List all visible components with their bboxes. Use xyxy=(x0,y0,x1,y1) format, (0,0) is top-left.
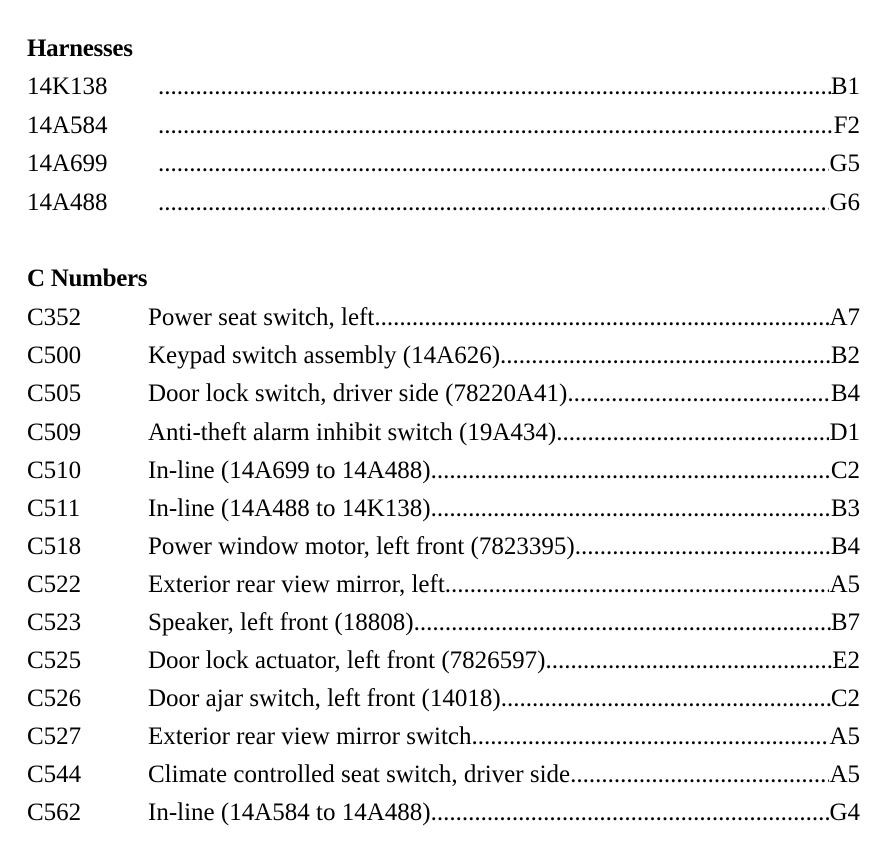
dot-leader-line xyxy=(148,337,860,375)
dot-leader-line xyxy=(148,566,860,604)
dot-leader-line xyxy=(148,642,860,680)
dot-leader xyxy=(546,642,833,680)
connector-description: Power window motor, left front (7823395) xyxy=(148,533,575,560)
c-number-entry xyxy=(0,566,888,604)
harness-code: 14A488 xyxy=(27,189,108,216)
connector-code: C522 xyxy=(27,571,82,598)
dot-leader-line xyxy=(148,680,860,718)
dot-leader xyxy=(567,375,830,413)
grid-reference: B1 xyxy=(830,73,860,100)
dot-leader-line xyxy=(148,718,860,756)
c-number-entry xyxy=(0,414,888,452)
dot-leader-line xyxy=(148,452,860,490)
c-number-entry xyxy=(0,299,888,337)
grid-reference: B3 xyxy=(830,495,860,522)
dot-leader xyxy=(158,68,831,106)
connector-description: In-line (14A584 to 14A488) xyxy=(148,799,431,826)
connector-code: C562 xyxy=(27,799,82,826)
harness-code: 14K138 xyxy=(27,73,108,100)
dot-leader-line xyxy=(148,794,860,832)
harness-entry xyxy=(0,184,888,222)
c-number-entry xyxy=(0,794,888,832)
c-number-entry xyxy=(0,756,888,794)
c-number-entry xyxy=(0,452,888,490)
grid-reference: B4 xyxy=(830,380,860,407)
grid-reference: G6 xyxy=(829,189,860,216)
connector-description: Exterior rear view mirror switch xyxy=(148,723,472,750)
grid-reference: D1 xyxy=(829,419,860,446)
dot-leader xyxy=(570,756,829,794)
grid-reference: A7 xyxy=(829,304,860,331)
dot-leader-line xyxy=(158,184,860,222)
connector-description: Keypad switch assembly (14A626) xyxy=(148,342,501,369)
connector-code: C509 xyxy=(27,419,82,446)
dot-leader xyxy=(414,604,831,642)
connector-code: C518 xyxy=(27,533,82,560)
grid-reference: B2 xyxy=(830,342,860,369)
c-number-entry xyxy=(0,604,888,642)
c-number-entry xyxy=(0,718,888,756)
dot-leader xyxy=(556,414,829,452)
grid-reference: C2 xyxy=(830,685,860,712)
dot-leader xyxy=(431,490,831,528)
dot-leader-line xyxy=(148,528,860,566)
harnesses-heading: Harnesses xyxy=(27,35,133,62)
harness-entry xyxy=(0,145,888,183)
connector-code: C511 xyxy=(27,495,81,522)
connector-code: C526 xyxy=(27,685,82,712)
grid-reference: C2 xyxy=(830,457,860,484)
dot-leader-line xyxy=(158,68,860,106)
connector-code: C510 xyxy=(27,457,82,484)
dot-leader-line xyxy=(158,107,860,145)
dot-leader xyxy=(431,794,830,832)
dot-leader xyxy=(431,452,831,490)
grid-reference: E2 xyxy=(832,647,860,674)
dot-leader xyxy=(445,566,830,604)
dot-leader xyxy=(501,680,831,718)
dot-leader-line xyxy=(148,490,860,528)
c-number-entry xyxy=(0,528,888,566)
harness-entry xyxy=(0,68,888,106)
dot-leader xyxy=(158,184,829,222)
dot-leader-line xyxy=(148,414,860,452)
grid-reference: G5 xyxy=(829,150,860,177)
c-number-entry xyxy=(0,490,888,528)
dot-leader xyxy=(500,337,831,375)
connector-description: Power seat switch, left xyxy=(148,304,375,331)
connector-code: C544 xyxy=(27,761,82,788)
grid-reference: A5 xyxy=(829,571,860,598)
connector-description: Anti-theft alarm inhibit switch (19A434) xyxy=(148,419,557,446)
connector-code: C527 xyxy=(27,723,82,750)
connector-code: C523 xyxy=(27,609,82,636)
dot-leader-line xyxy=(148,604,860,642)
c-number-entry xyxy=(0,680,888,718)
connector-description: Door lock switch, driver side (78220A41) xyxy=(148,380,568,407)
connector-code: C500 xyxy=(27,342,82,369)
connector-description: Exterior rear view mirror, left xyxy=(148,571,445,598)
dot-leader-line xyxy=(148,375,860,413)
grid-reference: A5 xyxy=(829,723,860,750)
c-number-entry xyxy=(0,642,888,680)
connector-description: Speaker, left front (18808) xyxy=(148,609,414,636)
connector-code: C525 xyxy=(27,647,82,674)
grid-reference: G4 xyxy=(829,799,860,826)
grid-reference: F2 xyxy=(833,112,860,139)
connector-code: C352 xyxy=(27,304,82,331)
dot-leader xyxy=(158,107,834,145)
dot-leader-line xyxy=(148,299,860,337)
connector-code: C505 xyxy=(27,380,82,407)
connector-description: In-line (14A488 to 14K138) xyxy=(148,495,431,522)
grid-reference: B4 xyxy=(830,533,860,560)
connector-description: In-line (14A699 to 14A488) xyxy=(148,457,431,484)
dot-leader xyxy=(374,299,829,337)
connector-description: Door ajar switch, left front (14018) xyxy=(148,685,501,712)
dot-leader xyxy=(472,718,830,756)
grid-reference: A5 xyxy=(829,761,860,788)
c-number-entry xyxy=(0,375,888,413)
harness-entry xyxy=(0,107,888,145)
connector-description: Climate controlled seat switch, driver side xyxy=(148,761,571,788)
dot-leader xyxy=(575,528,831,566)
dot-leader xyxy=(158,145,829,183)
connector-description: Door lock actuator, left front (7826597) xyxy=(148,647,546,674)
c-number-entry xyxy=(0,337,888,375)
grid-reference: B7 xyxy=(830,609,860,636)
harness-code: 14A699 xyxy=(27,150,108,177)
dot-leader-line xyxy=(158,145,860,183)
harness-code: 14A584 xyxy=(27,112,108,139)
dot-leader-line xyxy=(148,756,860,794)
c-numbers-heading: C Numbers xyxy=(27,265,148,292)
